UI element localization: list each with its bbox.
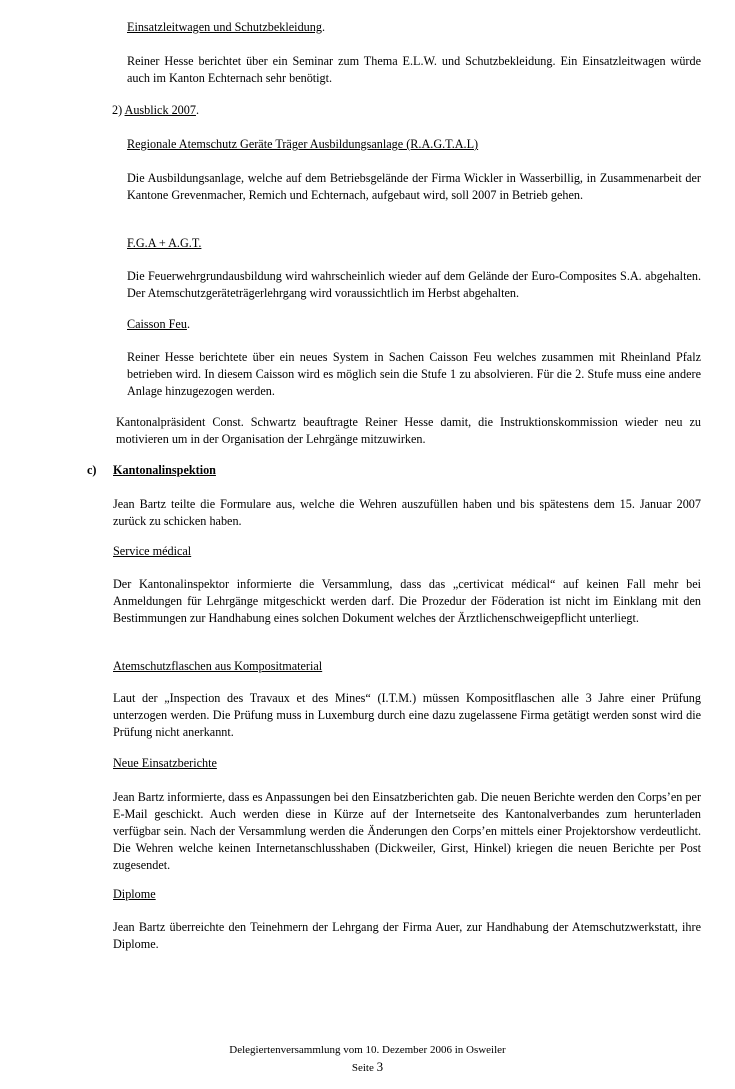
heading-text: Ausblick 2007 — [124, 103, 196, 117]
heading-ragtal: Regionale Atemschutz Geräte Träger Ausbildungsanlage (R.A.G.T.A.L) — [127, 137, 479, 151]
heading-diplome: Diplome — [113, 887, 156, 901]
heading-caisson-feu — [127, 317, 701, 332]
page-label: Seite — [351, 1062, 374, 1074]
paragraph-diplome: Jean Bartz überreichte den Teinehmern der Lehrgang der Firma Auer, zur Handhabung der Atemschutzwerkstatt, ihre Diplome. — [113, 920, 701, 951]
heading-text: Caisson Feu — [127, 317, 187, 331]
paragraph-kantonalinspektion: Jean Bartz teilte die Formulare aus, welche die Wehren auszufüllen haben und bis spätestens dem 15. Januar 2007 zurück zu schicken haben. — [113, 497, 701, 528]
heading-text: Kantonalinspektion — [113, 463, 216, 477]
heading-fga-agt: F.G.A + A.G.T. — [127, 236, 202, 250]
section-letter: c) — [87, 463, 97, 477]
heading-service-medical: Service médical — [113, 544, 192, 558]
paragraph-ragtal: Die Ausbildungsanlage, welche auf dem Betriebsgelände der Firma Wickler in Wasserbillig, in Zusammenarbeit der Kantone Grevenmacher, Remich und Echternach, aufgebaut wird, soll 2007 in Betrieb gehen. — [127, 171, 701, 202]
paragraph-neue-einsatzberichte: Jean Bartz informierte, dass es Anpassungen bei den Einsatzberichten gab. Die neuen Berichte werden den Corps’en per E-Mail geschickt. Auch werden diese in Kürze auf der Internetseite des Kantonalverbandes zum herunterladen verfügbar sein. Nach der Versammlung werden die Änderungen den Corps’en mittels einer Projektorshow verdeutlicht. Die Wehren welche keinen Internetanschlusshaben (Dickweiler, Girst, Hinkel) kriegen die neuen Berichte per Post zugesendet. — [113, 790, 701, 872]
paragraph-einsatzleitwagen: Reiner Hesse berichtet über ein Seminar zum Thema E.L.W. und Schutzbekleidung. Ein Einsatzleitwagen würde auch im Kanton Echternach sehr benötigt. — [127, 54, 701, 85]
page-number: 3 — [376, 1059, 384, 1074]
heading-einsatzleitwagen — [127, 20, 701, 35]
heading-atemschutzflaschen: Atemschutzflaschen aus Kompositmaterial — [113, 659, 323, 673]
paragraph-atemschutzflaschen: Laut der „Inspection des Travaux et des Mines“ (I.T.M.) müssen Kompositflaschen alle 3 Jahre einer Prüfung unterzogen werden. Die Prüfung muss in Luxemburg durch eine dazu zugelassene Firma getätigt werden sonst wird die Prüfung nicht anerkannt. — [113, 691, 701, 739]
heading-neue-einsatzberichte: Neue Einsatzberichte — [113, 756, 217, 770]
heading-ausblick-2007 — [112, 103, 412, 118]
paragraph-fga-agt: Die Feuerwehrgrundausbildung wird wahrscheinlich wieder auf dem Gelände der Euro-Composites S.A. abgehalten. Der Atemschutzgeräteträgerlehrgang wird voraussichtlich im Herbst abgehalten. — [127, 269, 701, 300]
heading-kantonalinspektion — [87, 463, 387, 478]
paragraph-kantonalpraesident: Kantonalpräsident Const. Schwartz beauftragte Reiner Hesse damit, die Instruktionskommission wieder neu zu motivieren um in der Organisation der Lehrgänge mitzuwirken. — [116, 415, 701, 446]
footer-page — [0, 1059, 735, 1075]
paragraph-caisson-feu: Reiner Hesse berichtete über ein neues System in Sachen Caisson Feu welches zusammen mit Rheinland Pfalz betrieben wird. In diesem Caisson wird es möglich sein die Stufe 1 zu absolvieren. Für die 2. Stufe muss eine andere Anlage hinzugezogen werden. — [127, 350, 701, 398]
heading-text: Einsatzleitwagen und Schutzbekleidung — [127, 20, 322, 34]
section-number: 2) — [112, 103, 123, 117]
heading-suffix: . — [195, 103, 200, 117]
paragraph-service-medical: Der Kantonalinspektor informierte die Versammlung, dass das „certivicat médical“ auf keinen Fall mehr bei Anmeldungen für Lehrgänge mitgeschickt werden darf. Die Prozedur der Föderation ist nicht im Einklang mit den Bestimmungen zur Handhabung eines solchen Dokument welches der Ärztlichenschweigepflicht unterliegt. — [113, 577, 701, 625]
heading-suffix: . — [186, 317, 190, 331]
footer-meeting-line: Delegiertenversammlung vom 10. Dezember 2006 in Osweiler — [229, 1044, 506, 1056]
heading-suffix: . — [321, 20, 325, 34]
